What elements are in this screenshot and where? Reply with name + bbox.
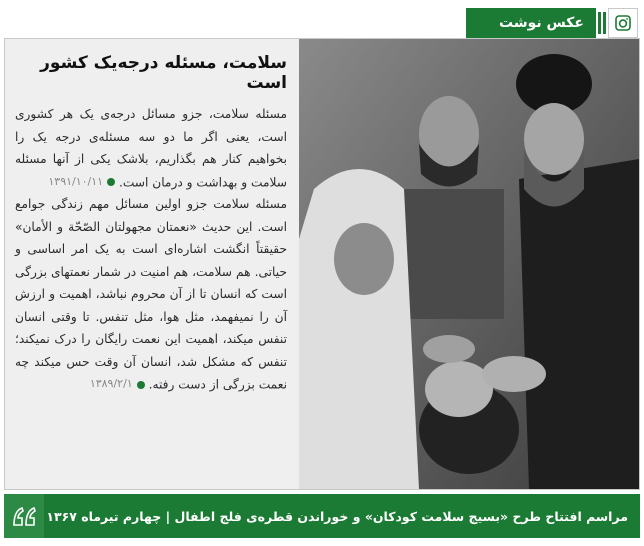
- header-divider: [598, 12, 601, 34]
- quote-meta-2: [90, 373, 145, 396]
- article-panel: [5, 39, 299, 489]
- photo-caption: مراسم افتتاح طرح «بسیج سلامت کودکان» و خوراندن قطره‌ی فلج اطفال | چهارم تیرماه ۱۳۶۷: [46, 508, 628, 524]
- section-header: [418, 8, 638, 38]
- header-divider: [603, 12, 606, 34]
- archive-photo: [299, 39, 639, 489]
- bullet-dot-icon: [137, 381, 145, 389]
- quote-paragraph-1: [15, 103, 287, 193]
- content-frame: [4, 38, 640, 490]
- quote-text-2: مسئله سلامت جزو اولین مسائل مهم زندگی جوامع است. این حدیث «نعمتان مجهولتان الصّحّة و الأمان» حقیقتاً انگشت اشاره‌ای است به یک امر اساسی و حیاتی. هم سلامت، هم امنیت در شمار نعمتهای بزرگی است که انسان تا از آن محروم نباشد، اهمیت و ارزش آن را نمیفهمد، مثل هوا، مثل تنفس. تا وقتی انسان تنفس میکند، اهمیت این نعمت رایگان را درک نمیکند؛ تنفس که مشکل شد، انسان آن وقت حس میکند چه نعمت بزرگی از دست رفته.: [15, 197, 287, 392]
- quote-meta-1: [48, 171, 115, 194]
- quote-date-2: ۱۳۸۹/۲/۱: [89, 377, 133, 391]
- quote-paragraph-2: [15, 193, 287, 396]
- bullet-dot-icon: [107, 178, 115, 186]
- camera-icon: [608, 8, 638, 38]
- photo-caption-bar: [4, 494, 640, 538]
- quote-icon: [4, 494, 44, 538]
- quote-text-1: مسئله سلامت، جزو مسائل درجه‌ی یک هر کشوری است، یعنی اگر ما دو سه مسئله‌ی درجه یک را بخواهیم کنار هم بگذاریم، بلاشک یکی از آنها مسئله سلامت و بهداشت و درمان است.: [15, 107, 287, 189]
- quote-date-1: ۱۳۹۱/۱۰/۱۱: [48, 174, 104, 188]
- photo-illustration: [299, 39, 639, 489]
- article-title: سلامت، مسئله درجه‌یک کشور است: [40, 53, 287, 93]
- section-title: عکس نوشت: [466, 8, 596, 38]
